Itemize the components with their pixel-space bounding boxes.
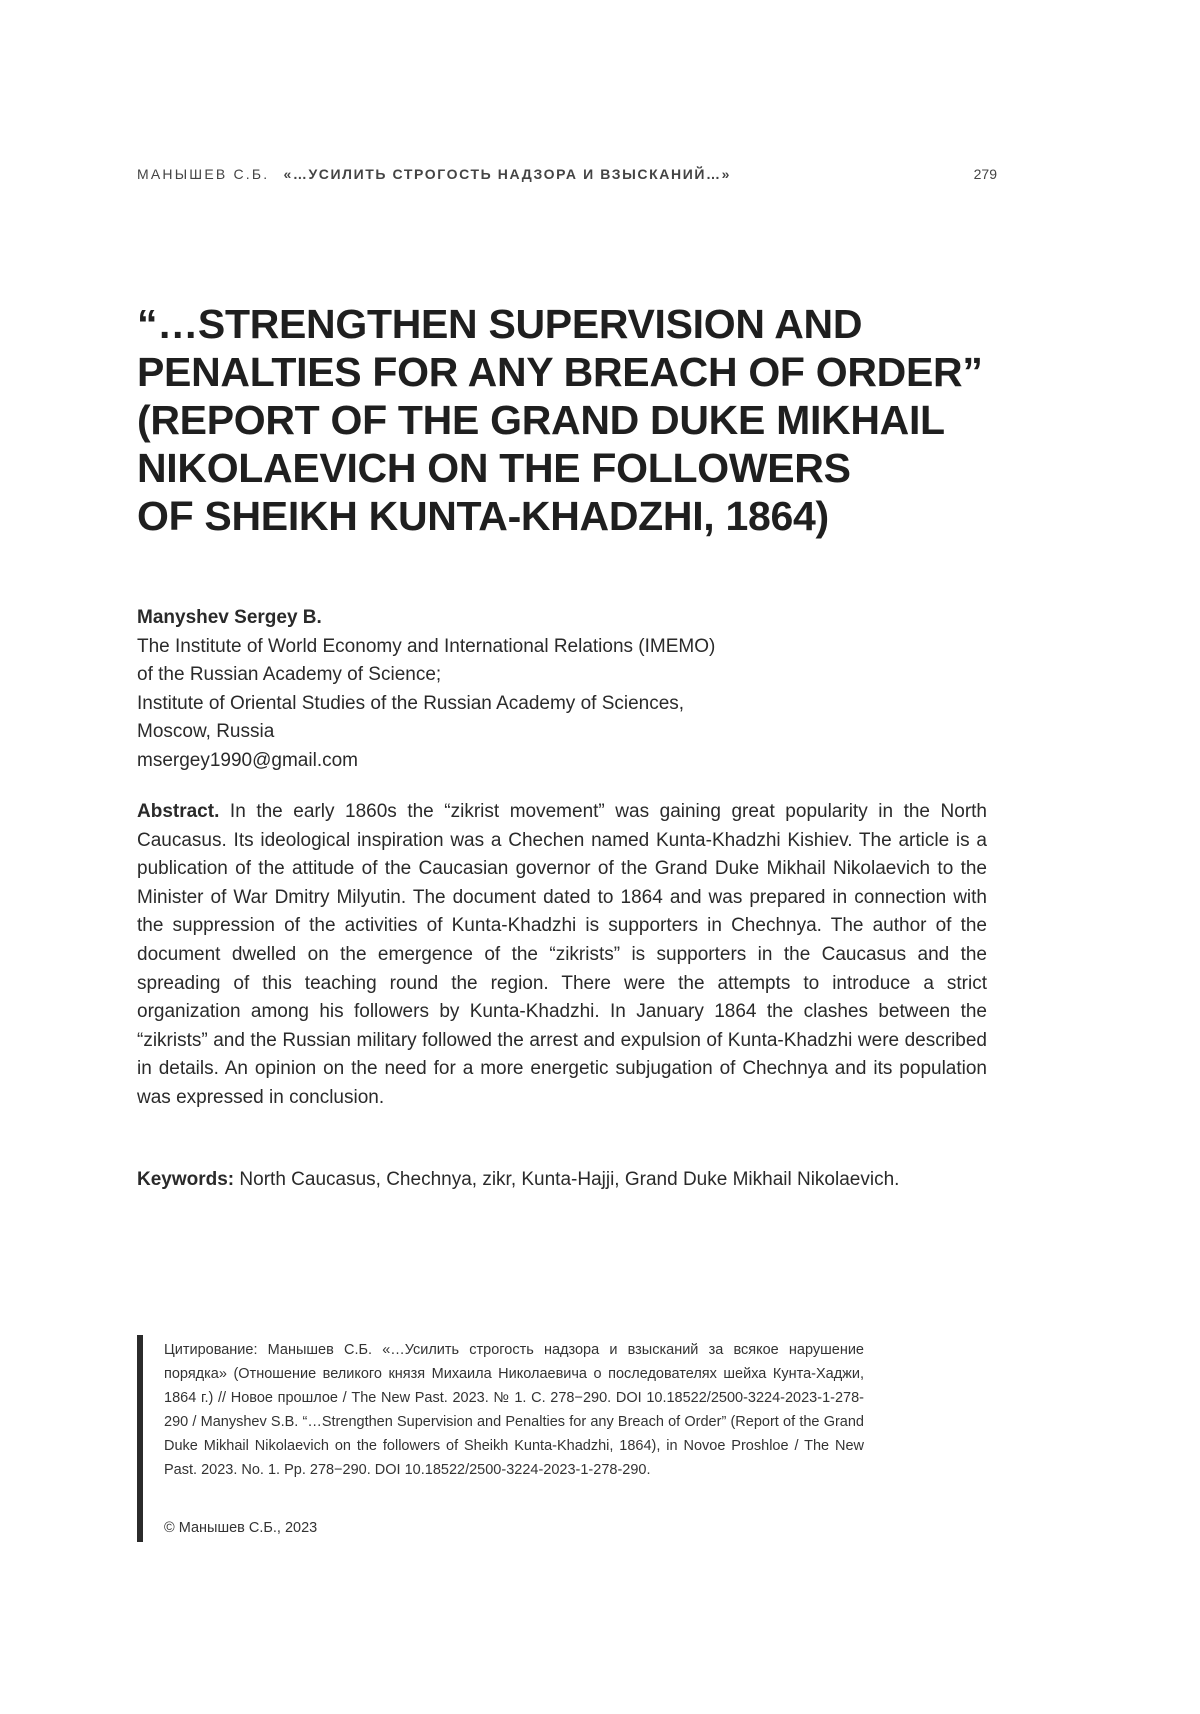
citation-text: Цитирование: Манышев С.Б. «…Усилить строгость надзора и взысканий за всякое нарушение порядка» (Отношение великого князя Михаила Николаевича о последователях шейха Кунта-Хаджи, 1864 г.) // Новое прошлое / The New Past. 2023. № 1. С. 278−290. DOI 10.18522/2500-3224-2023-1-278-290 / Manyshev S.B. “…Strengthen Supervision and Penalties for any Breach of Order” (Report of the Grand Duke Mikhail Nikolaevich on the followers of Sheikh Kunta-Khadzhi, 1864), in Novoe Proshloe / The New Past. 2023. No. 1. Pp. 278−290. DOI 10.18522/2500-3224-2023-1-278-290.: [164, 1342, 864, 1478]
title-line: PENALTIES FOR ANY BREACH OF ORDER”: [137, 349, 983, 395]
affiliation-line: Moscow, Russia: [137, 721, 275, 742]
author-block: [137, 604, 1037, 775]
title-line: (REPORT OF THE GRAND DUKE MIKHAIL: [137, 397, 945, 443]
affiliation-line: of the Russian Academy of Science;: [137, 664, 442, 685]
copyright: © Манышев С.Б., 2023: [164, 1520, 318, 1536]
running-header-authors: МАНЫШЕВ С.Б.: [137, 166, 270, 182]
author-name: Manyshev Sergey B.: [137, 607, 322, 628]
citation-rule: [137, 1335, 143, 1542]
page-number: 279: [973, 166, 997, 182]
keywords-label: Keywords:: [137, 1169, 235, 1190]
title-line: “…STRENGTHEN SUPERVISION AND: [137, 301, 863, 347]
running-header-title: «…УСИЛИТЬ СТРОГОСТЬ НАДЗОРА И ВЗЫСКАНИЙ…»: [283, 166, 732, 182]
article-title: [137, 300, 1037, 540]
keywords: [137, 1166, 1017, 1194]
author-email: msergey1990@gmail.com: [137, 749, 358, 771]
abstract-text: In the early 1860s the “zikrist movement” was gaining great popularity in the North Caucasus. Its ideological inspiration was a Chechen named Kunta-Khadzhi Kishiev. The article is a publication of the attitude of the Caucasian governor of the Grand Duke Mikhail Nikolaevich to the Minister of War Dmitry Milyutin. The document dated to 1864 and was prepared in connection with the suppression of the activities of Kunta-Khadzhi is supporters in Chechnya. The author of the document dwelled on the emergence of the “zikrists” is supporters in the Caucasus and the spreading of this teaching round the region. There were the attempts to introduce a strict organization among his followers by Kunta-Khadzhi. In January 1864 the clashes between the “zikrists” and the Russian military followed the arrest and expulsion of Kunta-Khadzhi were described in details. An opinion on the need for a more energetic subjugation of Chechnya and its population was expressed in conclusion.: [137, 801, 987, 1108]
keywords-text: North Caucasus, Chechnya, zikr, Kunta-Hajji, Grand Duke Mikhail Nikolaevich.: [239, 1169, 900, 1190]
affiliation-line: Institute of Oriental Studies of the Russian Academy of Sciences,: [137, 692, 685, 714]
affiliation-line: The Institute of World Economy and International Relations (IMEMO): [137, 635, 716, 657]
running-header: [137, 166, 997, 182]
abstract: [137, 798, 987, 1113]
title-line: OF SHEIKH KUNTA-KHADZHI, 1864): [137, 493, 829, 539]
title-line: NIKOLAEVICH ON THE FOLLOWERS: [137, 445, 851, 491]
abstract-label: Abstract.: [137, 801, 220, 822]
